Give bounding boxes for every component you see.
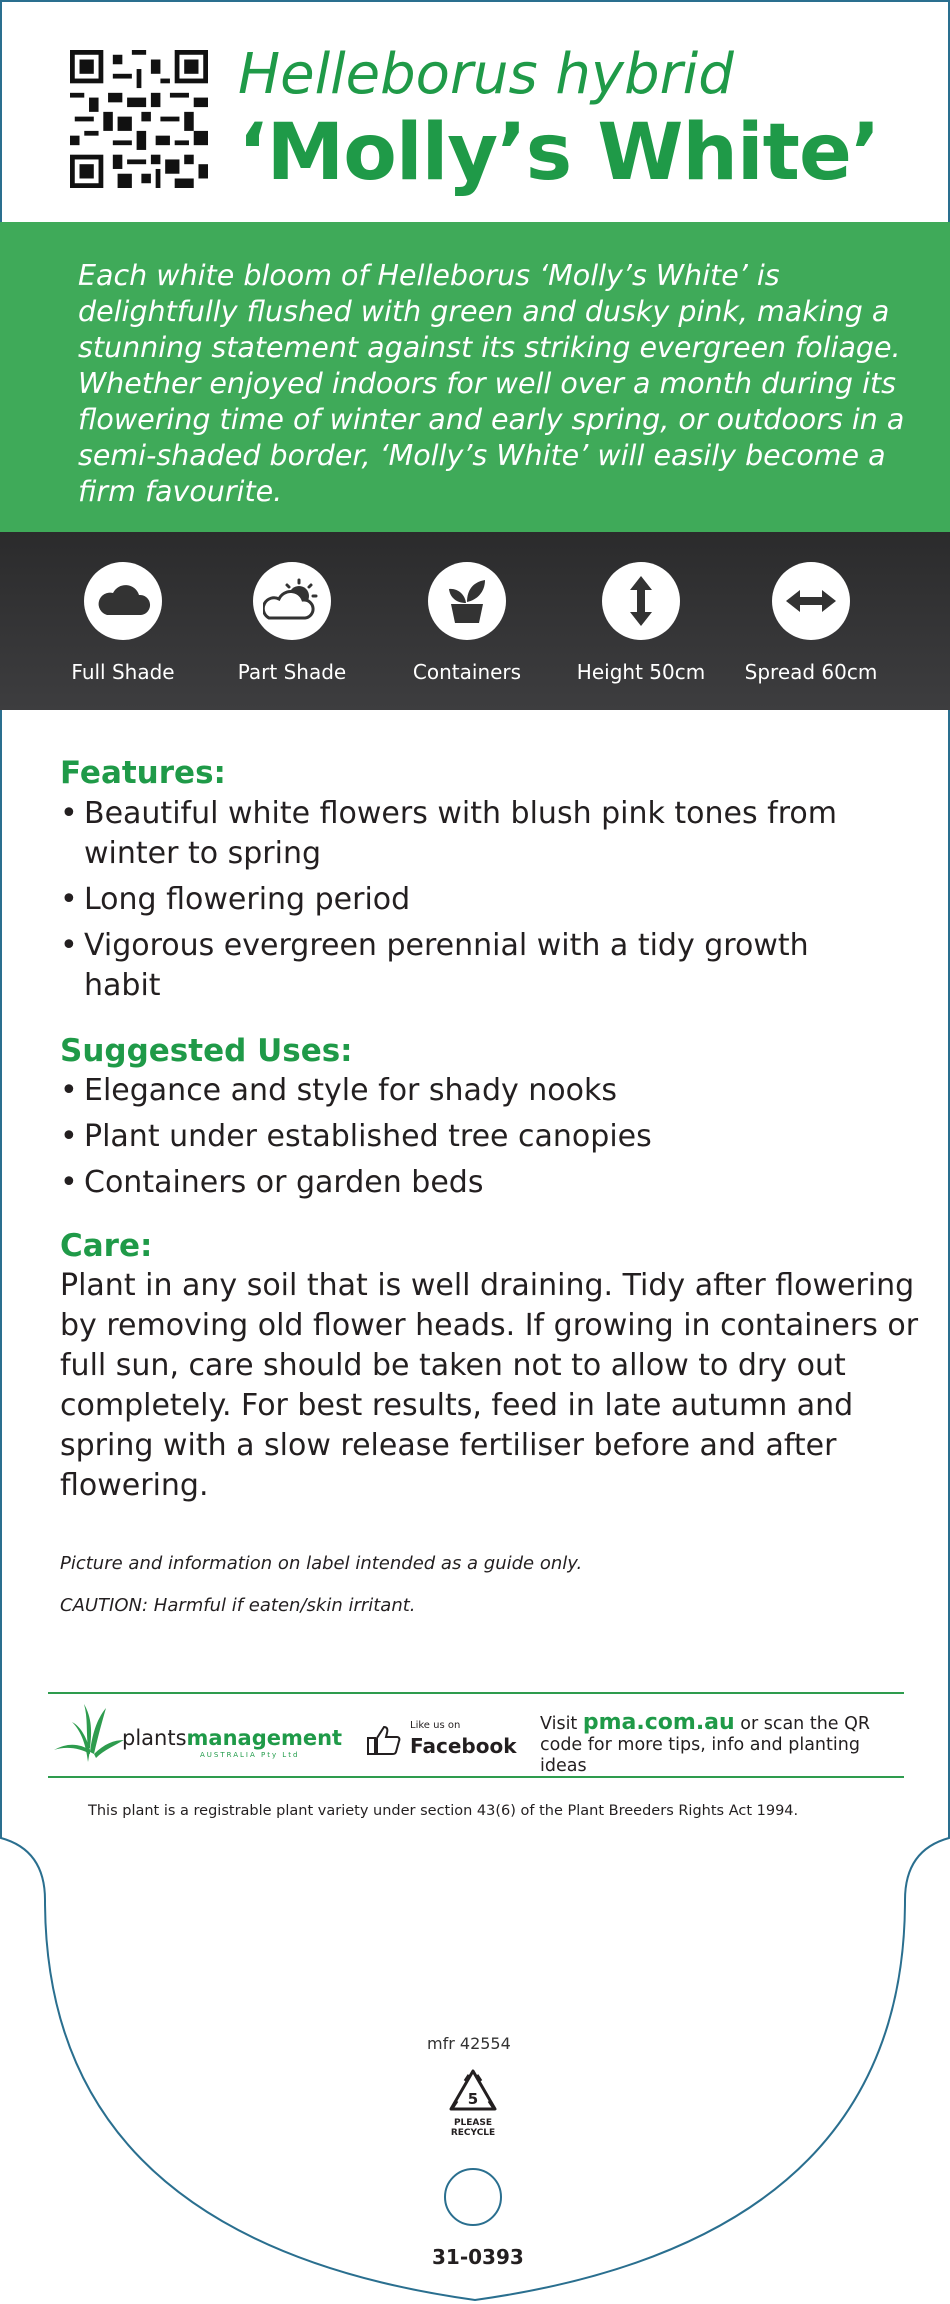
facebook-like-link[interactable]	[366, 1716, 516, 1760]
height-item	[556, 562, 726, 684]
list-item: • Long flowering period	[60, 880, 880, 920]
uses-heading: Suggested Uses:	[60, 1033, 353, 1069]
thumbs-up-icon	[366, 1724, 402, 1756]
pma-brand-plants: plants	[122, 1726, 187, 1750]
footer-rule-bottom	[48, 1776, 904, 1778]
pma-brand-name	[122, 1726, 342, 1750]
recycle-text-recycle: RECYCLE	[450, 2128, 496, 2138]
mfr-number: mfr 42554	[427, 2034, 511, 2053]
facebook-like-text: Like us on	[410, 1720, 461, 1731]
list-item: • Containers or garden beds	[60, 1163, 880, 1203]
hang-hole	[444, 2168, 502, 2226]
spread-label: Spread 60cm	[744, 660, 878, 684]
species-name: Helleborus hybrid	[238, 42, 734, 107]
care-heading: Care:	[60, 1228, 153, 1264]
visit-website-text	[540, 1712, 910, 1777]
care-text: Plant in any soil that is well draining. Tidy after flowering by removing old flower heads. If growing in containers or full sun, care should be taken not to allow to dry out completely. For best results, feed in late autumn and spring with a slow release fertiliser before and after flowering.	[60, 1268, 919, 1503]
facebook-name: Facebook	[410, 1734, 517, 1758]
spread-item	[726, 562, 896, 684]
pbr-notice: This plant is a registrable plant variety under section 43(6) of the Plant Breeders Rights Act 1994.	[88, 1803, 799, 1819]
full-shade-label: Full Shade	[71, 660, 175, 684]
list-item: • Vigorous evergreen perennial with a tidy growth habit	[60, 926, 880, 1006]
part-shade-icon	[253, 562, 331, 640]
plant-description: Each white bloom of Helleborus ‘Molly’s White’ is delightfully flushed with green and dusky pink, making a stunning statement against its striking evergreen foliage. Whether enjoyed indoors for well over a month during its flowering time of winter and early spring, or outdoors in a semi-shaded border, ‘Molly’s White’ will easily become a firm favourite.	[78, 259, 905, 508]
visit-prefix: Visit	[540, 1714, 583, 1734]
recycle-number: 5	[467, 2090, 479, 2108]
leaf-icon	[50, 1702, 126, 1764]
full-shade-icon	[84, 562, 162, 640]
list-item: • Elegance and style for shady nooks	[60, 1071, 880, 1111]
caution-note: CAUTION: Harmful if eaten/skin irritant.	[60, 1595, 416, 1616]
qr-code-icon[interactable]	[70, 50, 208, 188]
footer-rule-top	[48, 1692, 904, 1694]
product-code: 31-0393	[432, 2245, 524, 2269]
recycle-text-please: PLEASE	[453, 2118, 493, 2128]
uses-list	[60, 1071, 880, 1209]
recycle-label	[443, 2118, 503, 2138]
height-icon	[602, 562, 680, 640]
pma-brand-management: management	[186, 1726, 343, 1750]
list-item: • Beautiful white flowers with blush pink tones from winter to spring	[60, 794, 880, 874]
part-shade-label: Part Shade	[237, 660, 347, 684]
full-shade-item	[38, 562, 208, 684]
spread-icon	[772, 562, 850, 640]
containers-icon	[428, 562, 506, 640]
visit-suffix: or scan the QR code for more tips, info and planting ideas	[540, 1714, 871, 1776]
height-label: Height 50cm	[576, 660, 706, 684]
features-heading: Features:	[60, 755, 226, 791]
pma-brand-sub: AUSTRALIA Pty Ltd	[200, 1751, 300, 1759]
cultivar-name: ‘Molly’s White’	[238, 108, 880, 198]
features-list	[60, 794, 880, 1012]
guide-note: Picture and information on label intended as a guide only.	[60, 1553, 583, 1574]
pma-logo[interactable]	[50, 1700, 343, 1766]
website-link[interactable]: pma.com.au	[582, 1710, 735, 1735]
containers-label: Containers	[412, 660, 522, 684]
containers-item	[382, 562, 552, 684]
list-item: • Plant under established tree canopies	[60, 1117, 880, 1157]
part-shade-item	[207, 562, 377, 684]
